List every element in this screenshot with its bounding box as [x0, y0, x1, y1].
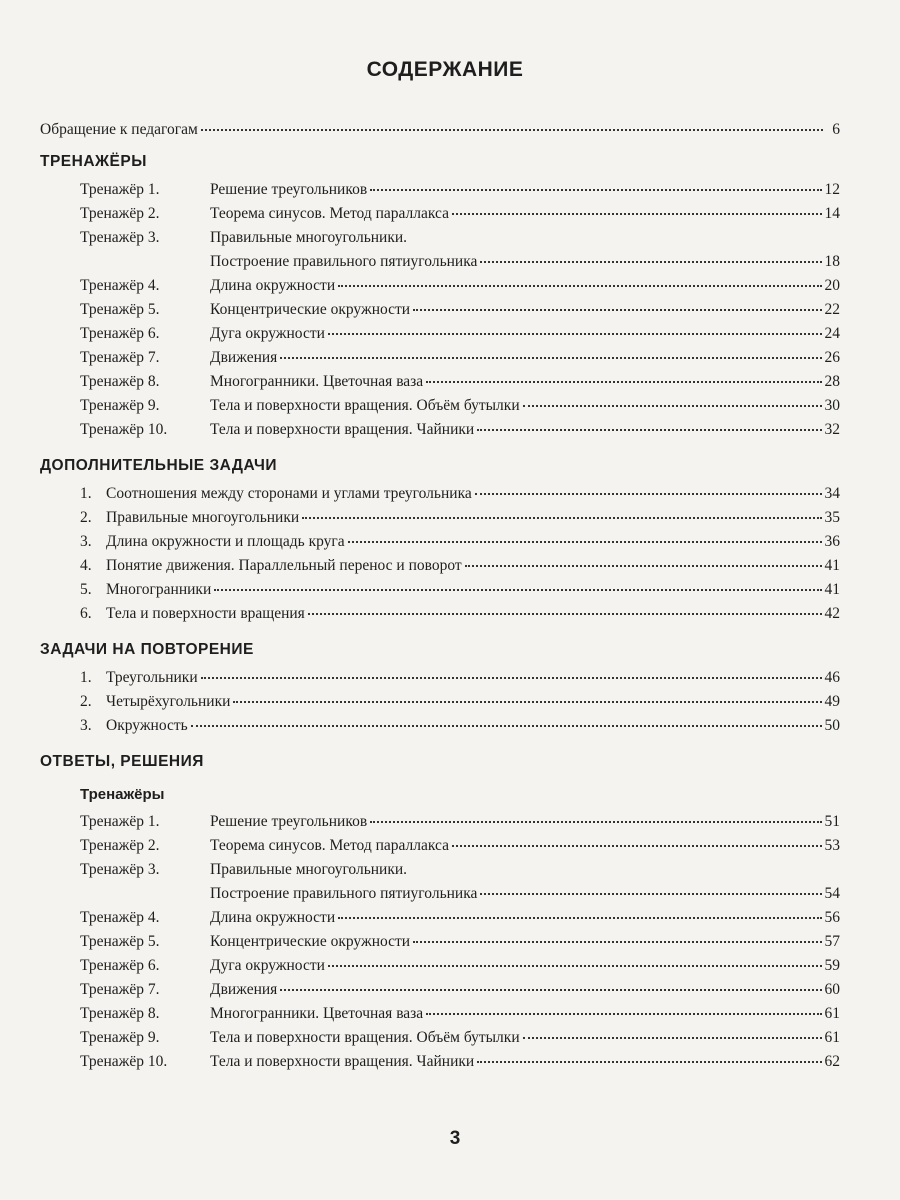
trainer-label: Тренажёр 3. [80, 229, 160, 246]
entry-page: 18 [824, 253, 840, 270]
dot-leader [233, 701, 821, 703]
dot-leader [475, 493, 822, 495]
toc-entry-trainer[interactable] [80, 226, 840, 250]
dot-leader [338, 285, 821, 287]
entry-page: 62 [824, 1053, 840, 1070]
toc-entry-task[interactable] [80, 690, 840, 714]
section-heading-extra: ДОПОЛНИТЕЛЬНЫЕ ЗАДАЧИ [40, 457, 278, 474]
dot-leader [452, 845, 822, 847]
entry-page: 22 [824, 301, 840, 318]
section-heading-answers: ОТВЕТЫ, РЕШЕНИЯ [40, 753, 204, 770]
dot-leader [302, 517, 821, 519]
entry-text-continuation: Построение правильного пятиугольника [210, 253, 478, 270]
entry-text: Теорема синусов. Метод параллакса [210, 205, 449, 222]
entry-page: 35 [824, 509, 840, 526]
toc-entry-trainer[interactable] [80, 930, 840, 954]
toc-entry-task[interactable] [80, 554, 840, 578]
trainer-label: Тренажёр 10. [80, 421, 168, 438]
entry-text: Треугольники [106, 669, 198, 686]
task-number: 3. [80, 717, 92, 734]
entry-text: Четырёхугольники [106, 693, 231, 710]
entry-text: Обращение к педагогам [40, 121, 198, 138]
entry-page: 41 [824, 581, 840, 598]
toc-entry-trainer[interactable] [80, 1002, 840, 1026]
dot-leader [328, 965, 822, 967]
dot-leader [452, 213, 822, 215]
toc-entry-intro[interactable] [40, 118, 840, 142]
dot-leader [280, 989, 821, 991]
entry-text: Движения [210, 349, 278, 366]
dot-leader [308, 613, 822, 615]
toc-entry-continuation[interactable] [210, 882, 840, 906]
toc-entry-task[interactable] [80, 714, 840, 738]
task-number: 3. [80, 533, 92, 550]
trainer-label: Тренажёр 9. [80, 397, 160, 414]
dot-leader [477, 1061, 821, 1063]
task-number: 2. [80, 509, 92, 526]
entry-page: 42 [824, 605, 840, 622]
trainer-label: Тренажёр 8. [80, 373, 160, 390]
toc-entry-trainer[interactable] [80, 1026, 840, 1050]
entry-page: 50 [824, 717, 840, 734]
dot-leader [480, 893, 821, 895]
dot-leader [480, 261, 821, 263]
trainer-label: Тренажёр 6. [80, 325, 160, 342]
dot-leader [338, 917, 821, 919]
entry-page: 57 [824, 933, 840, 950]
toc-entry-task[interactable] [80, 602, 840, 626]
trainers-list [40, 178, 840, 442]
trainer-label: Тренажёр 4. [80, 277, 160, 294]
entry-text: Решение треугольников [210, 181, 368, 198]
entry-page: 53 [824, 837, 840, 854]
entry-text: Теорема синусов. Метод параллакса [210, 837, 449, 854]
entry-text: Тела и поверхности вращения [106, 605, 305, 622]
entry-text: Правильные многоугольники. [210, 861, 408, 878]
entry-page: 46 [824, 669, 840, 686]
toc-entry-trainer[interactable] [80, 834, 840, 858]
entry-text-continuation: Построение правильного пятиугольника [210, 885, 478, 902]
entry-page: 49 [824, 693, 840, 710]
entry-page: 30 [824, 397, 840, 414]
entry-text: Тела и поверхности вращения. Чайники [210, 421, 475, 438]
entry-page: 28 [824, 373, 840, 390]
trainer-label: Тренажёр 8. [80, 1005, 160, 1022]
dot-leader [426, 381, 821, 383]
entry-page: 6 [832, 121, 840, 138]
toc-entry-trainer[interactable] [80, 274, 840, 298]
task-number: 1. [80, 485, 92, 502]
toc-entry-trainer[interactable] [80, 978, 840, 1002]
entry-page: 34 [824, 485, 840, 502]
trainer-label: Тренажёр 10. [80, 1053, 168, 1070]
toc-entry-trainer[interactable] [80, 906, 840, 930]
entry-text: Решение треугольников [210, 813, 368, 830]
trainer-label: Тренажёр 6. [80, 957, 160, 974]
entry-text: Дуга окружности [210, 325, 325, 342]
trainer-label: Тренажёр 7. [80, 349, 160, 366]
entry-page: 54 [824, 885, 840, 902]
entry-page: 14 [824, 205, 840, 222]
dot-leader [370, 821, 821, 823]
task-number: 5. [80, 581, 92, 598]
dot-leader [465, 565, 822, 567]
entry-text: Многогранники. Цветочная ваза [210, 1005, 424, 1022]
trainer-label: Тренажёр 2. [80, 837, 160, 854]
subsection-heading-trainers: Тренажёры [80, 786, 165, 803]
entry-text: Длина окружности и площадь круга [106, 533, 345, 550]
entry-text: Дуга окружности [210, 957, 325, 974]
entry-text: Соотношения между сторонами и углами треугольника [106, 485, 472, 502]
dot-leader [413, 941, 821, 943]
toc-entry-trainer[interactable] [80, 858, 840, 882]
entry-page: 24 [824, 325, 840, 342]
entry-page: 60 [824, 981, 840, 998]
entry-text: Окружность [106, 717, 188, 734]
toc-entry-trainer[interactable] [80, 954, 840, 978]
toc-entry-trainer[interactable] [80, 202, 840, 226]
toc-entry-task[interactable] [80, 530, 840, 554]
trainer-label: Тренажёр 2. [80, 205, 160, 222]
trainer-label: Тренажёр 4. [80, 909, 160, 926]
entry-text: Понятие движения. Параллельный перенос и поворот [106, 557, 462, 574]
toc-entry-trainer[interactable] [80, 370, 840, 394]
entry-text: Тела и поверхности вращения. Объём бутылки [210, 397, 520, 414]
entry-page: 26 [824, 349, 840, 366]
entry-page: 51 [824, 813, 840, 830]
dot-leader [413, 309, 821, 311]
review-tasks-list [40, 666, 840, 738]
entry-page: 61 [824, 1029, 840, 1046]
entry-page: 12 [824, 181, 840, 198]
entry-page: 32 [824, 421, 840, 438]
dot-leader [523, 405, 822, 407]
trainer-label: Тренажёр 3. [80, 861, 160, 878]
entry-page: 56 [824, 909, 840, 926]
trainer-label: Тренажёр 5. [80, 933, 160, 950]
dot-leader [370, 189, 821, 191]
dot-leader [426, 1013, 821, 1015]
entry-text: Движения [210, 981, 278, 998]
toc-entry-trainer[interactable] [80, 298, 840, 322]
entry-page: 20 [824, 277, 840, 294]
toc-entry-trainer[interactable] [80, 1050, 840, 1074]
entry-text: Тела и поверхности вращения. Чайники [210, 1053, 475, 1070]
dot-leader [328, 333, 822, 335]
toc-entry-trainer[interactable] [80, 418, 840, 442]
entry-text: Длина окружности [210, 909, 336, 926]
page-title: СОДЕРЖАНИЕ [366, 58, 524, 81]
entry-text: Многогранники [106, 581, 212, 598]
entry-text: Длина окружности [210, 277, 336, 294]
toc-entry-continuation[interactable] [210, 250, 840, 274]
toc-entry-trainer[interactable] [80, 394, 840, 418]
toc-entry-task[interactable] [80, 666, 840, 690]
dot-leader [191, 725, 822, 727]
toc-entry-task[interactable] [80, 506, 840, 530]
page-number: 3 [449, 1128, 461, 1149]
task-number: 6. [80, 605, 92, 622]
entry-page: 61 [824, 1005, 840, 1022]
dot-leader [523, 1037, 822, 1039]
toc-entry-task[interactable] [80, 578, 840, 602]
section-heading-review: ЗАДАЧИ НА ПОВТОРЕНИЕ [40, 641, 254, 658]
entry-text: Многогранники. Цветочная ваза [210, 373, 424, 390]
entry-text: Концентрические окружности [210, 933, 411, 950]
trainer-label: Тренажёр 7. [80, 981, 160, 998]
toc-entry-trainer[interactable] [80, 810, 840, 834]
entry-page: 59 [824, 957, 840, 974]
entry-text: Концентрические окружности [210, 301, 411, 318]
answers-list [40, 810, 840, 1074]
section-heading-trainers: ТРЕНАЖЁРЫ [40, 153, 147, 170]
dot-leader [201, 677, 822, 679]
entry-text: Тела и поверхности вращения. Объём бутылки [210, 1029, 520, 1046]
trainer-label: Тренажёр 9. [80, 1029, 160, 1046]
dot-leader [477, 429, 821, 431]
toc-entry-trainer[interactable] [80, 178, 840, 202]
toc-entry-trainer[interactable] [80, 346, 840, 370]
toc-entry-task[interactable] [80, 482, 840, 506]
entry-text: Правильные многоугольники [106, 509, 300, 526]
trainer-label: Тренажёр 1. [80, 181, 160, 198]
toc-entry-trainer[interactable] [80, 322, 840, 346]
table-of-contents [40, 58, 840, 1074]
trainer-label: Тренажёр 5. [80, 301, 160, 318]
task-number: 2. [80, 693, 92, 710]
entry-page: 36 [824, 533, 840, 550]
dot-leader [201, 129, 823, 131]
entry-page: 41 [824, 557, 840, 574]
extra-tasks-list [40, 482, 840, 626]
dot-leader [348, 541, 822, 543]
task-number: 1. [80, 669, 92, 686]
trainer-label: Тренажёр 1. [80, 813, 160, 830]
entry-text: Правильные многоугольники. [210, 229, 408, 246]
dot-leader [214, 589, 821, 591]
dot-leader [280, 357, 821, 359]
task-number: 4. [80, 557, 92, 574]
